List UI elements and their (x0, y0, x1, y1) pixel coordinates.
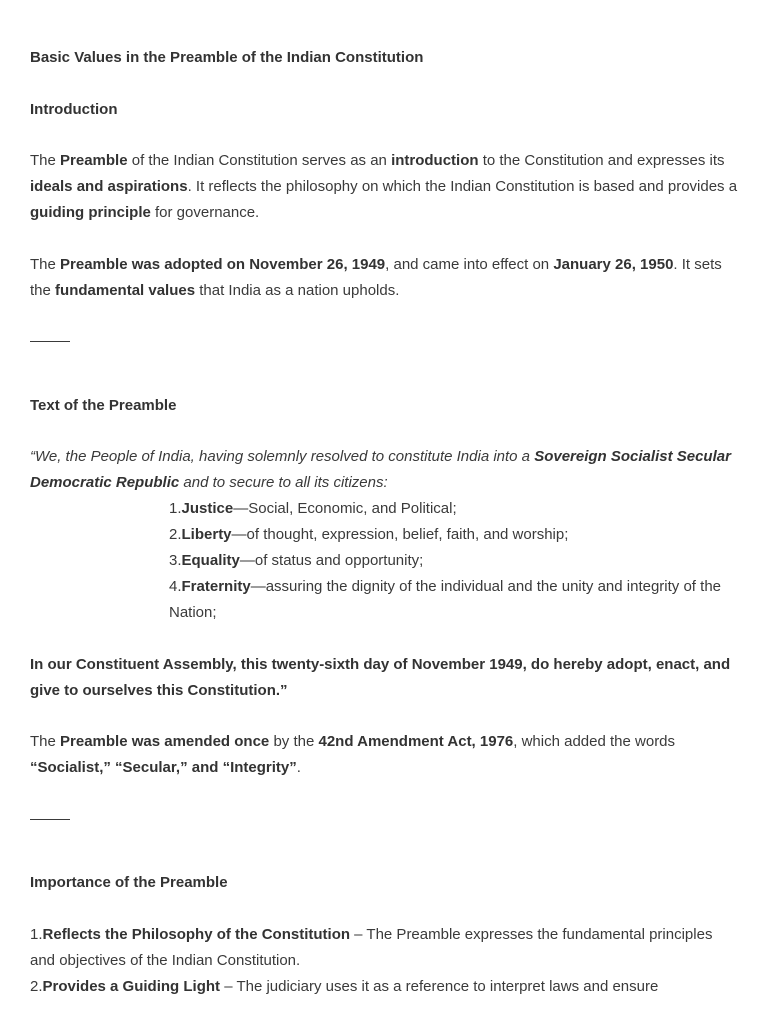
introduction-heading: Introduction (30, 100, 118, 118)
bold-run: January 26, 1950 (553, 255, 674, 273)
amendment-paragraph (30, 729, 738, 781)
section-divider (30, 819, 70, 820)
list-item (169, 496, 738, 522)
section-divider (30, 341, 70, 342)
text-run: , which added the words (513, 733, 676, 750)
article-body (30, 45, 738, 1000)
bold-run: Justice (181, 500, 234, 517)
bold-run: ideals and aspirations (30, 178, 188, 195)
list-number: 4. (169, 578, 182, 595)
preamble-quote (30, 444, 738, 496)
text-run: . It sets the (30, 255, 722, 299)
intro-paragraph-2 (30, 252, 738, 304)
text-run: of the Indian Constitution serves as an (127, 152, 392, 169)
bold-run: introduction (391, 152, 479, 169)
text-run: —Social, Economic, and Political; (233, 500, 457, 517)
text-run: for governance. (150, 204, 260, 221)
text-run: to the Constitution and expresses its (478, 152, 725, 169)
text-run: – The judiciary uses it as a reference to interpret laws and ensure (220, 977, 659, 995)
list-number: 2. (169, 526, 182, 543)
bold-run: guiding principle (30, 204, 151, 221)
bold-run: fundamental values (55, 281, 196, 299)
bold-run: Preamble was amended once (60, 733, 270, 750)
preamble-values-list (30, 496, 738, 626)
list-item (169, 522, 738, 548)
list-number: 1. (30, 925, 43, 943)
bold-run: Liberty (181, 526, 232, 543)
list-item (30, 922, 738, 974)
text-run: The (30, 255, 61, 273)
list-item (169, 574, 738, 626)
preamble-closing: In our Constituent Assembly, this twenty-sixth day of November 1949, do hereby adopt, enact, and give to ourselves this Constitution.” (30, 655, 731, 699)
list-number: 2. (30, 977, 43, 995)
list-number: 3. (169, 552, 182, 569)
text-run: by the (269, 733, 319, 750)
text-run: , and came into effect on (385, 255, 554, 273)
text-run: —of status and opportunity; (239, 552, 424, 569)
text-run: —of thought, expression, belief, faith, and worship; (231, 526, 569, 543)
bold-run: Reflects the Philosophy of the Constitution (42, 925, 351, 943)
list-item (30, 974, 738, 1000)
text-run: “We, the People of India, having solemnly resolved to constitute India into a (30, 448, 535, 465)
list-number: 1. (169, 500, 182, 517)
text-run: that India as a nation upholds. (195, 281, 400, 299)
intro-paragraph-1 (30, 148, 738, 226)
bold-run: Preamble was adopted on November 26, 1949 (60, 255, 386, 273)
bold-run: Equality (181, 552, 240, 569)
text-run: . (296, 759, 301, 776)
bold-run: Preamble (60, 152, 128, 169)
text-of-preamble-heading: Text of the Preamble (30, 396, 177, 414)
text-run: and to secure to all its citizens: (179, 474, 388, 491)
bold-run: Fraternity (181, 578, 251, 595)
bold-run: Provides a Guiding Light (42, 977, 221, 995)
importance-heading: Importance of the Preamble (30, 874, 228, 891)
text-run: —assuring the dignity of the individual and the unity and integrity of the Nation; (169, 578, 721, 621)
text-run: – The Preamble expresses the fundamental principles and objectives of the Indian Constitution. (30, 925, 713, 969)
bold-run: “Socialist,” “Secular,” and “Integrity” (30, 759, 297, 776)
document-title: Basic Values in the Preamble of the Indian Constitution (30, 49, 424, 66)
text-run: . It reflects the philosophy on which the Indian Constitution is based and provides a (187, 178, 738, 195)
text-run: The (30, 152, 61, 169)
text-run: The (30, 733, 61, 750)
list-item (169, 548, 738, 574)
bold-run: 42nd Amendment Act, 1976 (318, 733, 514, 750)
importance-list (30, 922, 738, 1000)
bold-run: Sovereign Socialist Secular Democratic Republic (30, 448, 731, 491)
